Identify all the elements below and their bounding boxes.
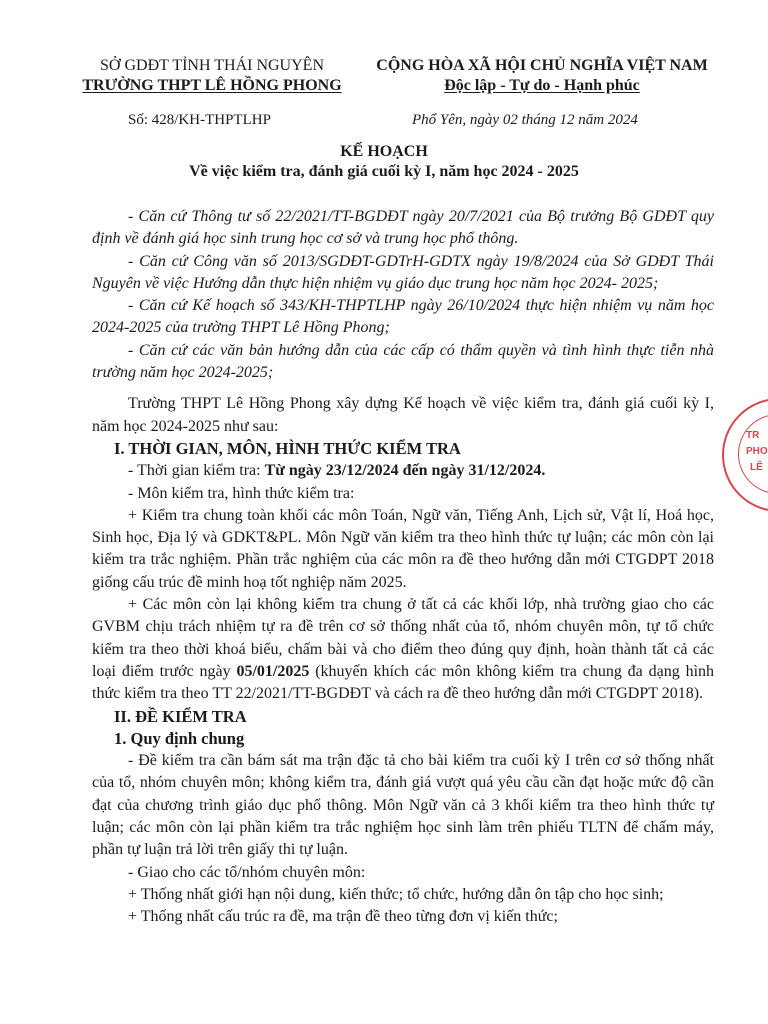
legal-basis-2: - Căn cứ Công văn số 2013/SGDĐT-GDTrH-GDTX ngày 19/8/2024 của Sở GDĐT Thái Nguyên về việc Hướng dẫn thực hiện nhiệm vụ giáo dục trung học năm học 2024- 2025;	[92, 252, 714, 292]
document-number: Số: 428/KH-THPTLHP	[128, 112, 271, 128]
intro-paragraph: Trường THPT Lê Hồng Phong xây dựng Kế hoạch về việc kiểm tra, đánh giá cuối kỳ I, năm học 2024-2025 như sau:	[92, 395, 714, 435]
general-rules-paragraph: - Đề kiểm tra cần bám sát ma trận đặc tả cho bài kiểm tra cuối kỳ I trên cơ sở thống nhất của tổ, nhóm chuyên môn; không kiểm tra, đánh giá vượt quá yêu cầu cần đạt hoặc mức độ cần đạt của chương trình giáo dục phổ thông. Môn Ngữ văn cả 3 khối kiểm tra theo hình thức tự luận; các môn còn lại phần kiểm tra trắc nghiệm học sinh làm trên phiếu TLTN để chấm máy, phần tự luận trả lời trên giấy thi tự luận.	[92, 752, 714, 859]
legal-basis-4: - Căn cứ các văn bản hướng dẫn của các cấp có thẩm quyền và tình hình thực tiễn nhà trường năm học 2024-2025;	[92, 341, 714, 382]
document-subtitle: Về việc kiểm tra, đánh giá cuối kỳ I, năm học 2024 - 2025	[189, 163, 579, 180]
document-body	[92, 206, 714, 929]
legal-basis-3: - Căn cứ Kế hoạch số 343/KH-THPTLHP ngày 26/10/2024 thực hiện nhiệm vụ năm học 2024-2025 của trường THPT Lê Hồng Phong;	[92, 297, 714, 337]
national-motto-block	[352, 56, 732, 96]
document-title: KẾ HOẠCH	[340, 143, 428, 160]
issuer-school: TRƯỜNG THPT LÊ HỒNG PHONG	[82, 77, 342, 94]
other-subjects-paragraph: + Các môn còn lại không kiểm tra chung ở tất cả các khối lớp, nhà trường giao cho các GVBM chịu trách nhiệm tự ra đề trên cơ sở thống nhất của tổ, nhóm chuyên môn, tự tổ chức kiểm tra theo thời khoá biểu, chấm bài và cho điểm theo đúng quy định, hoàn thành tất cả các loại điểm trước ngày 05/01/2025 (khuyến khích các môn không kiểm tra chung đa dạng hình thức kiểm tra theo TT 22/2021/TT-BGDĐT và cách ra đề theo hướng dẫn mới CTGDPT 2018).	[92, 596, 715, 703]
official-seal-stamp: TR PHO LÊ	[722, 398, 768, 512]
common-exam-paragraph: + Kiểm tra chung toàn khối các môn Toán, Ngữ văn, Tiếng Anh, Lịch sử, Vật lí, Hoá học, Sinh học, Địa lý và GDKT&PL. Môn Ngữ văn kiểm tra theo hình thức tự luận; các môn còn lại kiểm tra trắc nghiệm. Phần trắc nghiệm của các môn ra đề theo hướng dẫn mới CTGDPT 2018 giống cấu trúc đề minh hoạ tốt nghiệp năm 2025.	[92, 506, 714, 591]
assignment-item-2: + Thống nhất cấu trúc ra đề, ma trận đề theo từng đơn vị kiến thức;	[128, 908, 558, 926]
place-date: Phổ Yên, ngày 02 tháng 12 năm 2024	[412, 112, 638, 128]
subsection-heading-1: 1. Quy định chung	[114, 728, 245, 748]
country-name: CỘNG HÒA XÃ HỘI CHỦ NGHĨA VIỆT NAM	[376, 57, 708, 74]
issuer-department: SỞ GDĐT TỈNH THÁI NGUYÊN	[100, 57, 324, 74]
exam-time: - Thời gian kiểm tra: Từ ngày 23/12/2024 đến ngày 31/12/2024.	[128, 462, 546, 480]
subjects-label: - Môn kiểm tra, hình thức kiểm tra:	[128, 484, 355, 502]
section-heading-1: I. THỜI GIAN, MÔN, HÌNH THỨC KIỂM TRA	[114, 438, 461, 458]
legal-basis-1: - Căn cứ Thông tư số 22/2021/TT-BGDĐT ngày 20/7/2021 của Bộ trưởng Bộ GDĐT quy định về đánh giá học sinh trung học cơ sở và trung học phổ thông.	[92, 208, 714, 248]
assignment-item-1: + Thống nhất giới hạn nội dung, kiến thức; tổ chức, hướng dẫn ôn tập cho học sinh;	[128, 885, 664, 903]
section-heading-2: II. ĐỀ KIỂM TRA	[114, 706, 247, 726]
issuer-block	[62, 56, 362, 96]
assignment-label: - Giao cho các tổ/nhóm chuyên môn:	[128, 863, 366, 881]
motto: Độc lập - Tự do - Hạnh phúc	[444, 77, 640, 94]
